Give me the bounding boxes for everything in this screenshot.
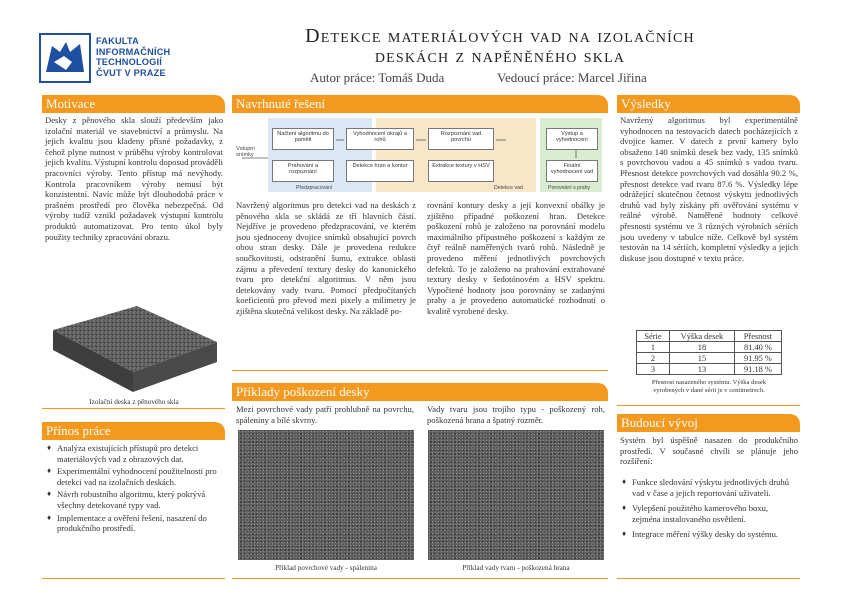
table-header-cell: Přesnost [734, 331, 781, 342]
navrh-text-col1: Navržený algoritmus pro detekci vad na deskách z pěnového skla se skládá ze tří hlavních částí. Nejdříve je provedeno předzpracování, ve kterém jsou sjednoceny dvojice snímků obsahující povrch obou stran desky. Dále je provedena redukce součkovitosti, odstranění šumu, extrakce oblasti zájmu a převedení textury desky do kanonického tvaru pro detekční algoritmus. V něm jsou detekovány vady tvaru. Pomocí předpočítaných koeficientů pro převod mezi pixely a milimetry je zjištěna skutečná velikost desky. Na základě po- [236, 200, 416, 316]
foam-glass-board-image [45, 300, 223, 396]
logo-line: TECHNOLOGIÍ [96, 57, 163, 68]
table-cell: 1 [637, 342, 670, 353]
table-row [637, 342, 782, 353]
prinos-list [45, 443, 223, 536]
table-header-cell: Výška desek [670, 331, 735, 342]
table-caption: Přesnost nasazeného systému. Výška desek vyrobených v dané sérii je v centimetrech. [651, 379, 767, 394]
bullet-icon: ♦ [47, 466, 52, 476]
flowchart-background [236, 114, 604, 196]
priklady-left-caption: Příklad povrchové vady - spálenina [275, 564, 377, 572]
bullet-icon: ♦ [622, 477, 627, 486]
table-row [637, 364, 782, 375]
logo-line: ČVUT V PRAZE [96, 67, 166, 78]
prinos-heading: Přínos práce [42, 422, 225, 440]
table-cell: 13 [670, 364, 735, 375]
priklady-left-text: Mezi povrchové vady patří prohlubně na povrchu, spáleniny a bílé skvrny. [236, 404, 414, 425]
flow-box: Načtení algoritmu do paměti [272, 128, 334, 150]
flow-box: Prahování a rozpoznání [272, 160, 334, 182]
navrh-text-col2: rovnání kontury desky a její konvexní obálky je zjištěno případné poškození hran. Detekce poškození rohů je založeno na porovnání modelu maximálního přípustného poškození s každým ze čtyř reálně naměřených tvarů rohů. Následně je provedeno měření jednotlivých povrchových defektů. To je založeno na prahování extrahované textury desky v šedotónovém a HSV spektru. Vypočtené hodnoty jsou porovnány se zadanými prahy a je provedeno automatické rozhodnutí o kvalitě vyrobené desky. [427, 200, 605, 316]
table-cell: 91.18 % [734, 364, 781, 375]
priklady-divider [232, 578, 608, 579]
poster-title [200, 26, 800, 66]
flow-stage-label: Předzpracování [296, 185, 333, 191]
table-header-cell: Série [637, 331, 670, 342]
title-line-1: Detekce materiálových vad na izolačních [305, 25, 695, 47]
flow-input-label: Vstupní snímky [236, 146, 255, 158]
logo-line: INFORMAČNÍCH [96, 46, 171, 57]
budouci-divider [617, 578, 800, 579]
priklady-heading: Příklady poškození desky [232, 383, 608, 401]
table-header-row [637, 331, 782, 342]
navrh-heading: Navrhnuté řešení [232, 95, 608, 113]
flow-box: Detekce hran a kontur [346, 160, 414, 182]
supervisor: Vedoucí práce: Marcel Jiřina [497, 70, 647, 85]
prinos-divider [42, 578, 225, 579]
logo-text [96, 36, 170, 78]
algorithm-flowchart [236, 114, 604, 196]
flow-box: Finální vyhodnocení vad [546, 160, 598, 182]
logo-line: FAKULTA [96, 36, 139, 46]
list-item: ♦ Vylepšení použitého kamerového boxu, zejména instalovaného osvětlení. [622, 503, 769, 524]
vysledky-heading: Výsledky [617, 95, 800, 113]
bullet-icon: ♦ [622, 503, 627, 513]
vysledky-text: Navržený algoritmus byl experimentálně vyhodnocen na testovacích datech pocházejících z dvojice kamer. V datech z první kamery bylo obsaženo 140 snímků desek bez vady, 135 snímků s povrchovou vadou a 45 snímků s vadou tvaru. Přesnost detekce povrchových vad dosáhla 90.2 %, přesnost detekce vad tvaru 87.6 %. Výsledky lépe odrážející skutečnou četnost výskytu jednotlivých druhů vad byly získány při ověřování systému v reálné výrobě. Naměřené hodnoty celkové přesnosti systému ve 3 různých výrobních sériích jsou uvedeny v tabulce níže. Celkově byl systém testován na 14 sériích, kompletní výsledky a jejich diskuse jsou dostupné v textu práce. [620, 115, 798, 263]
surface-defect-image [238, 430, 414, 560]
vysledky-divider [617, 405, 800, 406]
university-logo [38, 32, 186, 84]
bullet-icon: ♦ [622, 529, 627, 539]
flow-stage-label: Porovnání s prahy [548, 185, 591, 191]
table-cell: 81.40 % [734, 342, 781, 353]
flow-box: Extrakce textury v HSV [428, 160, 494, 182]
author: Autor práce: Tomáš Duda [310, 70, 445, 85]
priklady-right-caption: Příklad vady tvaru - poškozená hrana [462, 564, 570, 572]
flow-box: Výstup a vyhodnocení [546, 128, 598, 150]
list-item: ♦ Implementace a ověření řešení, nasazení do produkčního prostředí. [47, 512, 207, 534]
motivace-text: Desky z pěnového skla slouží především jako izolační materiál ve stavebnictví a průmyslu. Na jejich kvalitu jsou kladeny přísné požadavky, z čehož plyne nutnost v průběhu výroby kontrolovat jejich kvalitu. Výstupní kontrolu doposud prováděli pracovníci výroby. Tento přístup má nevýhody. Kontrola pracovníkem výroby nemusí být konzistentní. Navíc může být dlouhodobá práce v prašném prostředí pro člověka nebezpečná. Od výroby tudíž vznikl požadavek výstupní kontrolu produktů automatizovat. Pro tento úkol byly použity techniky zpracování obrazu. [45, 115, 223, 242]
list-item: ♦ Návrh robustního algoritmu, který pokrývá všechny detekované typy vad. [47, 489, 206, 510]
bullet-icon: ♦ [47, 489, 52, 499]
budouci-heading: Budoucí vývoj [617, 414, 800, 432]
list-item: ♦ Analýza existujících přístupů pro detekci materiálových vad z obrazových dat. [47, 443, 199, 464]
navrh-divider [232, 370, 608, 371]
list-item: ♦ Integrace měření výšky desky do systému. [622, 529, 779, 540]
list-item: ♦ Experimentální vyhodnocení použitelnosti pro detekci vad na izolačních deskách. [47, 466, 217, 487]
results-table [636, 330, 782, 375]
priklady-right-text: Vady tvaru jsou trojího typu - poškozený roh, poškozená hrana a špatný rozměr. [427, 404, 605, 425]
motivace-divider [42, 408, 225, 409]
table-cell: 91.95 % [734, 353, 781, 364]
table-cell: 18 [670, 342, 735, 353]
motivace-heading: Motivace [42, 95, 225, 113]
motivace-caption: Izolační deska z pěnového skla [89, 398, 179, 406]
table-cell: 15 [670, 353, 735, 364]
flow-stage-label: Detekce vad [494, 185, 523, 191]
title-line-2: deskách z napěněného skla [374, 45, 626, 67]
bullet-icon: ♦ [47, 512, 52, 522]
flow-box: Vyhodnocení okrajů a rohů [346, 128, 414, 150]
shape-defect-image [428, 430, 604, 560]
flow-box: Rozpoznání vad povrchu [428, 128, 494, 150]
table-row [637, 353, 782, 364]
budouci-intro: Systém byl úspěšně nasazen do produkčního prostředí. V současné chvíli se plánuje jeho rozšíření: [620, 435, 798, 467]
list-item: ♦ Funkce sledování výskytu jednotlivých druhů vad v čase a jejich reportování uživateli. [622, 477, 790, 498]
bullet-icon: ♦ [47, 443, 52, 452]
lion-emblem-icon [38, 32, 94, 84]
table-cell: 2 [637, 353, 670, 364]
budouci-list [620, 477, 798, 542]
table-cell: 3 [637, 364, 670, 375]
